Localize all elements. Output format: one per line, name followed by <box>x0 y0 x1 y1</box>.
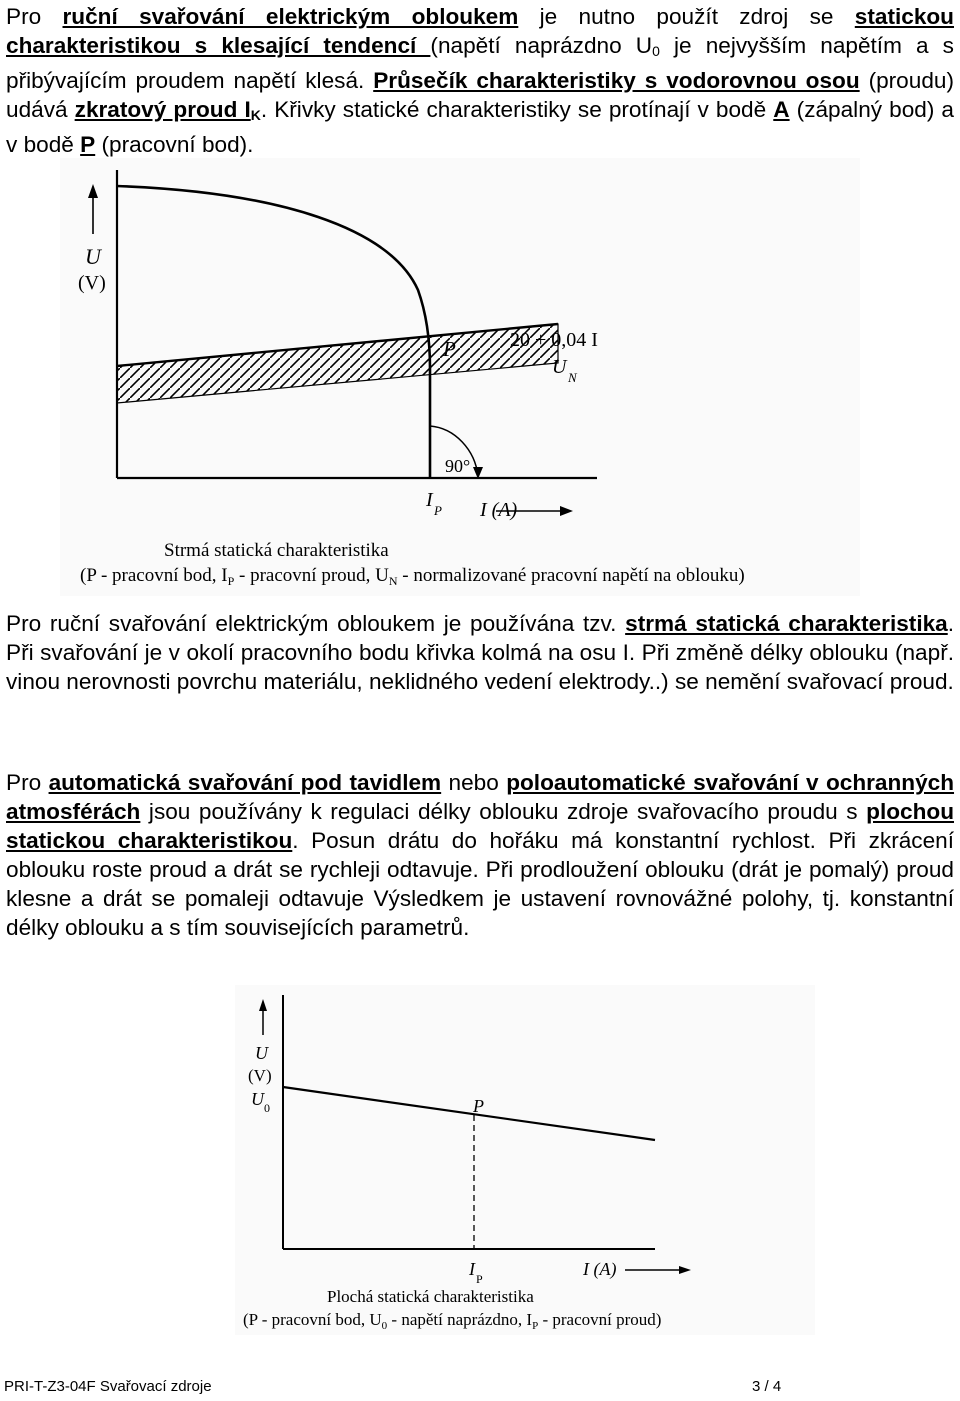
ip-label: I <box>426 489 433 511</box>
text: Pro ruční svařování elektrickým obloukem je používána tzv. <box>6 611 626 636</box>
text: . Posun drátu do hořáku má konstantní rychlost. Při zkrácení oblouku roste proud a drát se rychleji odtavuje. Při prodloužení oblouku (drát je pomalý) proud klesne a drát se pomaleji odtavuje Výsledkem je ustavení rovnovážné polohy, tj. konstantní délky oblouku a s tím souvisejících parametrů. <box>6 828 954 940</box>
point-a: A <box>773 97 790 122</box>
term-flat-characteristic: plochou statickou charakteristikou <box>6 799 954 853</box>
term-falling-characteristic: statickou charakteristikou s klesající tendencí <box>6 4 954 58</box>
un-subscript: N <box>568 370 577 385</box>
term-intersection: Průsečík charakteristiky s vodorovnou osou <box>373 68 860 93</box>
paragraph-intro <box>6 2 954 159</box>
u-axis-unit: (V) <box>248 1066 272 1085</box>
u0-subscript: 0 <box>264 1101 270 1115</box>
text: . Křivky statické charakteristiky se protínají v bodě <box>260 97 774 122</box>
u-axis-label: U <box>85 244 101 269</box>
text: . Při svařování je v okolí pracovního bodu křivka kolmá na osu I. Při změně délky oblouku (např. vinou nerovnosti povrchu materiálu, neklidného vedení elektrody..) se nemění svařovací proud. <box>6 611 955 694</box>
subscript: K <box>250 107 261 123</box>
text: jsou používány k regulaci délky oblouku zdroje svařovacího proudu s <box>140 799 867 824</box>
text: Pro <box>6 770 49 795</box>
point-p-label: P <box>443 337 456 361</box>
text: (pracovní bod). <box>95 132 254 157</box>
ip-label: I <box>469 1259 475 1279</box>
term-short-circuit-current <box>75 97 261 122</box>
footer-page-number: 3 / 4 <box>752 1378 782 1395</box>
u-axis-label: U <box>255 1043 268 1063</box>
text: je nutno použít zdroj se <box>518 4 855 29</box>
point-p-label: P <box>473 1096 484 1116</box>
text: nebo <box>441 770 507 795</box>
i-axis-label: I (A) <box>480 499 518 521</box>
caption-detail: (P - pracovní bod, $U_0$ - napětí naprázdno, $I_P$ - pracovní proud) <box>243 1310 662 1332</box>
text: (zápalný bod) a v bodě <box>6 97 954 157</box>
term-steep-characteristic: strmá statická charakteristika <box>625 611 948 636</box>
angle-label: 90° <box>445 456 471 476</box>
text: (napětí naprázdno U <box>430 33 653 58</box>
caption-detail: (P - pracovní bod, $I_P$ - pracovní proud, $U_N$ - normalizované pracovní napětí na oblouku) <box>80 565 745 588</box>
footer-document-title: PRI-T-Z3-04F Svařovací zdroje <box>4 1378 212 1395</box>
caption-title: Plochá statická charakteristika <box>327 1287 534 1306</box>
figure-steep-characteristic <box>60 158 860 596</box>
paragraph-flat <box>6 768 954 942</box>
ip-subscript: P <box>434 503 442 518</box>
term-submerged-arc: automatická svařování pod tavidlem <box>48 770 442 795</box>
line-equation-label: 20 + 0,04 I <box>510 329 598 351</box>
i-axis-label: I (A) <box>583 1259 617 1279</box>
subscript: 0 <box>652 43 660 59</box>
caption-title: Strmá statická charakteristika <box>164 540 389 561</box>
scan-background <box>235 985 815 1335</box>
u0-label: U <box>251 1089 264 1109</box>
text: Pro <box>6 4 63 29</box>
un-label: U <box>552 356 567 378</box>
paragraph-steep <box>6 609 954 696</box>
u-axis-unit: (V) <box>78 272 106 294</box>
text: je nejvyšším napětím a s přibývajícím proudem napětí klesá. <box>6 33 954 93</box>
term-manual-arc-welding: ruční svařování elektrickým obloukem <box>62 4 519 29</box>
text: (proudu) udává <box>6 68 954 122</box>
figure-flat-characteristic <box>235 985 815 1335</box>
ip-subscript: P <box>476 1272 483 1286</box>
text: zkratový proud I <box>74 97 251 122</box>
term-shielding-atmosphere: poloautomatické svařování v ochranných atmosférách <box>6 770 955 824</box>
point-p: P <box>80 132 96 157</box>
